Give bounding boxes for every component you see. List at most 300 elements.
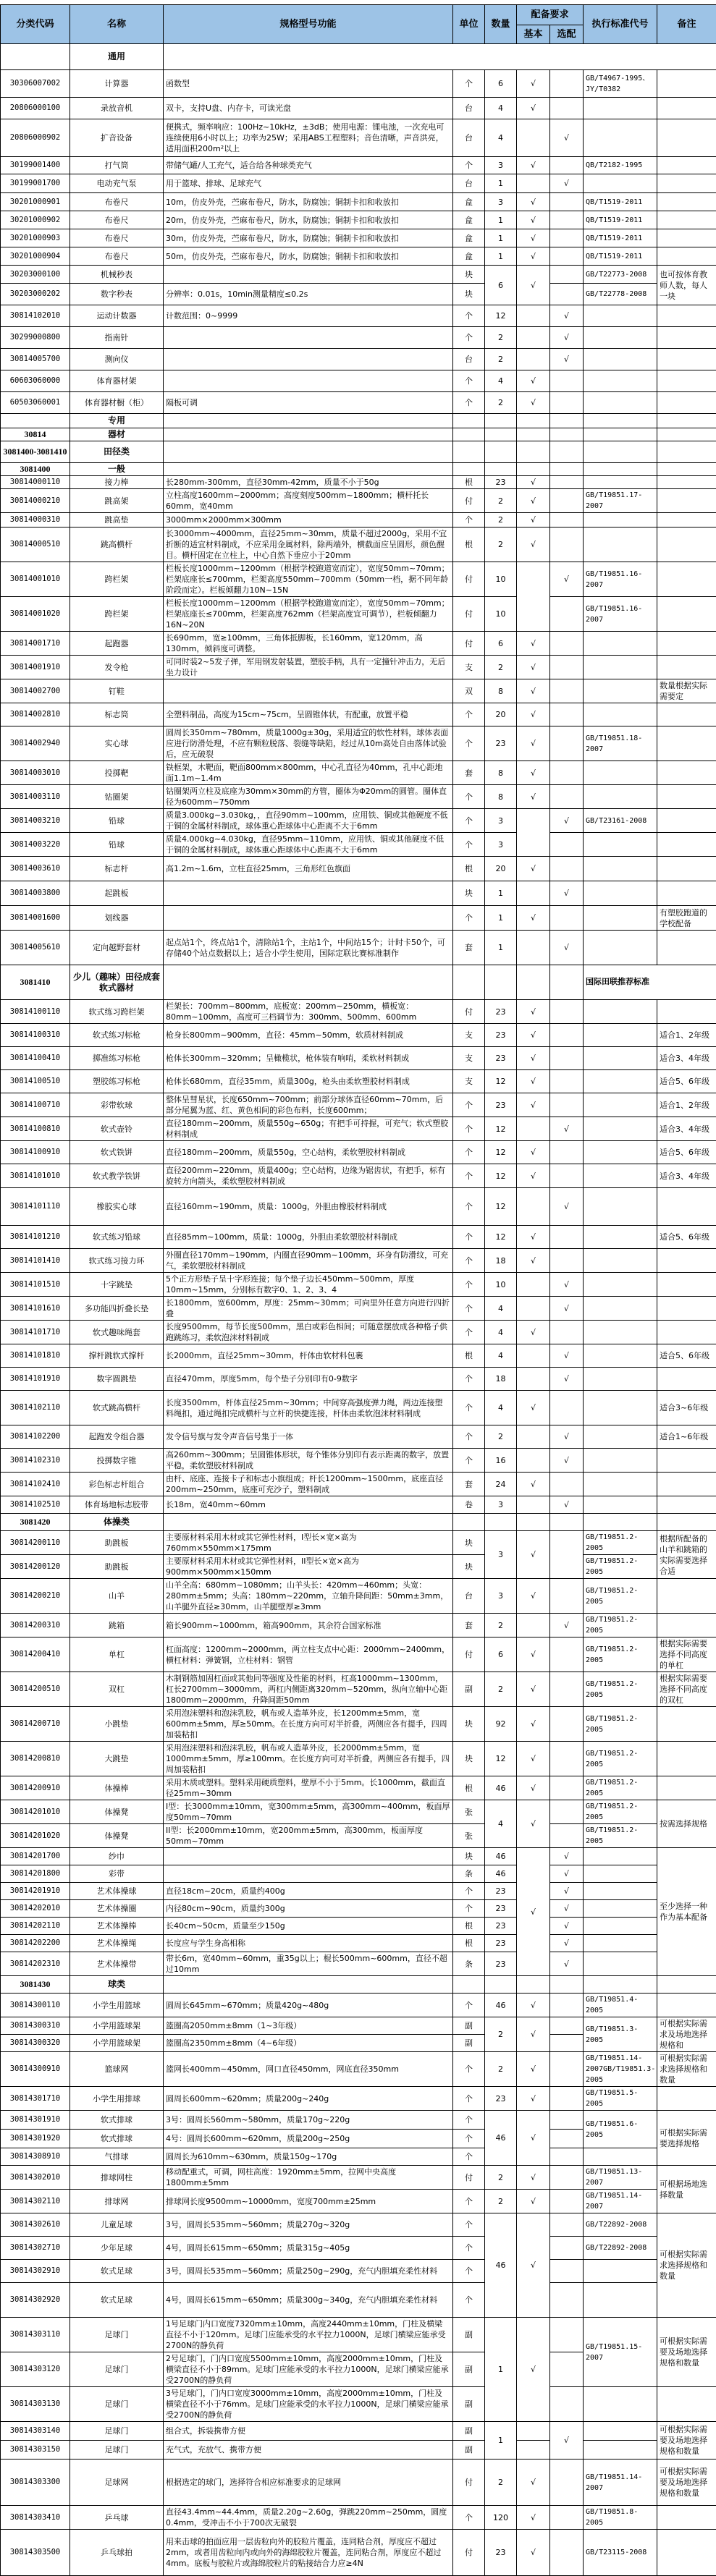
optional-check <box>550 1637 584 1672</box>
basic-check: √ <box>517 679 550 703</box>
item-quantity: 1 <box>485 2318 517 2422</box>
item-spec: 高260mm~300mm；呈圆锥体形状，每个锥体分别印有表示距离的数字，放置平稳，柔软塑胶材料制成 <box>164 1449 453 1473</box>
item-note <box>657 1188 716 1226</box>
item-unit: 个 <box>453 1449 485 1473</box>
item-standard: GB/T19851.8-2005 <box>584 2506 657 2530</box>
empty-cell <box>453 428 485 441</box>
item-unit: 个 <box>453 2506 485 2530</box>
empty-cell <box>453 1976 485 1994</box>
item-code: 30306007002 <box>1 70 70 98</box>
optional-check: √ <box>550 1117 584 1141</box>
item-note <box>657 931 716 965</box>
basic-check <box>517 1188 550 1226</box>
item-quantity: 2 <box>485 327 517 349</box>
optional-check <box>550 193 584 211</box>
item-standard <box>584 632 657 656</box>
optional-check <box>550 1024 584 1047</box>
item-name: 足球门 <box>70 2318 164 2352</box>
category-standard: 国际田联推荐标准 <box>584 965 716 1000</box>
item-note <box>657 2087 716 2111</box>
category-name: 通用 <box>70 44 164 70</box>
empty-cell <box>453 414 485 428</box>
basic-check: √ <box>517 513 550 528</box>
item-note <box>657 809 716 833</box>
item-quantity: 6 <box>485 1637 517 1672</box>
basic-check <box>517 1297 550 1321</box>
empty-cell <box>584 428 657 441</box>
item-name: 体育器材橱（柜） <box>70 392 164 414</box>
item-spec: 便携式，频率响应：100Hz~10kHz，±3dB；使用电源：锂电池，一次充电可连续使用6小时以上；功率为25W；采用ABS工程塑料；音色清晰，声音洪亮，适用面积200m²以上 <box>164 119 453 157</box>
item-spec: 3号，圆周长535mm~560mm；质量270g~320g <box>164 2213 453 2237</box>
item-spec: 栏板长度1000mm~1200mm（根据学校跑道宽而定），宽度50mm~70mm；栏架底座长≤700mm，栏架高度550mm~700mm（50mm一档，据不同年龄阶段而定）。栏板倾翻力10N~15N <box>164 562 453 597</box>
item-standard: GB/T19851.2-2005 <box>584 1579 657 1614</box>
item-spec: 2号足球门，门内口宽度5500mm±10mm，高度2000mm±10mm，门柱及横梁直径不小于89mm。足球门应能承受的水平拉力1000N，足球门横梁应能承受2700N的静负荷 <box>164 2352 453 2387</box>
item-standard <box>584 305 657 327</box>
basic-check <box>517 1449 550 1473</box>
table-row <box>1 833 716 857</box>
item-standard <box>584 2148 657 2166</box>
empty-cell <box>164 414 453 428</box>
item-standard <box>584 1935 657 1952</box>
item-spec: 长18m，宽40mm~60mm <box>164 1496 453 1514</box>
item-name: 起跑发令组合器 <box>70 1425 164 1449</box>
basic-check <box>517 1368 550 1391</box>
item-standard <box>584 1473 657 1496</box>
optional-check <box>550 1672 584 1707</box>
item-standard <box>584 1449 657 1473</box>
basic-check: √ <box>517 247 550 266</box>
item-unit: 个 <box>453 1226 485 1249</box>
item-standard <box>584 1496 657 1514</box>
basic-check: √ <box>517 70 550 98</box>
item-quantity: 4 <box>485 1297 517 1321</box>
item-code: 30814200120 <box>1 1555 70 1579</box>
item-spec: 篮圈高2350mm±8mm（4~6年级） <box>164 2035 453 2052</box>
table-row <box>1 247 716 266</box>
item-code: 30814300310 <box>1 2017 70 2035</box>
item-standard <box>584 1368 657 1391</box>
table-row <box>1 1579 716 1614</box>
item-note: 也可按体育教师人数，每人一块 <box>657 266 716 305</box>
item-spec: 用于篮球、排球、足球充气 <box>164 174 453 193</box>
item-code: 30814102510 <box>1 1496 70 1514</box>
item-quantity: 16 <box>485 1449 517 1473</box>
item-note: 有塑胶跑道的学校配备 <box>657 906 716 931</box>
item-unit: 个 <box>453 726 485 761</box>
item-note <box>657 1994 716 2017</box>
item-unit: 块 <box>453 1531 485 1555</box>
optional-check <box>550 2190 584 2213</box>
table-row <box>1 2213 716 2237</box>
item-name: 山羊 <box>70 1579 164 1614</box>
item-note <box>657 70 716 98</box>
item-unit: 副 <box>453 2352 485 2387</box>
table-row <box>1 703 716 726</box>
item-unit: 个 <box>453 1391 485 1425</box>
header-qty: 数量 <box>485 5 517 44</box>
item-name: 划线器 <box>70 906 164 931</box>
item-spec: 直径200mm~220mm，质量400g；空心结构，边缘为锯齿状，有把手，标有旋转方向箭头，柔软塑胶材料制成 <box>164 1164 453 1188</box>
basic-check: √ <box>517 1473 550 1496</box>
section-row <box>1 463 716 476</box>
item-name: 艺术体操圈 <box>70 1900 164 1918</box>
item-note: 适合3、4年级 <box>657 1117 716 1141</box>
header-unit: 单位 <box>453 5 485 44</box>
item-standard: QB/T1519-2011 <box>584 229 657 247</box>
item-unit: 张 <box>453 1824 485 1848</box>
empty-cell <box>453 965 485 1000</box>
item-standard <box>584 1070 657 1093</box>
optional-check <box>550 1473 584 1496</box>
basic-check: √ <box>517 2166 550 2190</box>
optional-check <box>550 528 584 562</box>
item-unit: 个 <box>453 1883 485 1900</box>
optional-check <box>550 2166 584 2190</box>
table-row <box>1 119 716 157</box>
basic-check: √ <box>517 2460 550 2506</box>
item-quantity: 1 <box>485 2422 517 2460</box>
item-note: 适合1、2年级 <box>657 1093 716 1117</box>
item-name: 掷准练习标枪 <box>70 1047 164 1070</box>
item-unit: 付 <box>453 597 485 632</box>
item-note <box>657 597 716 632</box>
item-code: 30814200510 <box>1 1672 70 1707</box>
item-note <box>657 632 716 656</box>
basic-check: √ <box>517 1391 550 1425</box>
item-unit: 条 <box>453 1952 485 1976</box>
equipment-table <box>0 4 716 2576</box>
item-name: 艺术体操球 <box>70 1883 164 1900</box>
item-spec: 内径80cm~90cm，质量约300g <box>164 1900 453 1918</box>
item-standard <box>584 327 657 349</box>
item-quantity: 46 <box>485 1776 517 1800</box>
item-note <box>657 703 716 726</box>
category-code <box>1 44 70 70</box>
basic-check: √ <box>517 2017 550 2052</box>
table-row <box>1 229 716 247</box>
item-standard: GB/T19851.2-2005 <box>584 1742 657 1776</box>
item-quantity: 8 <box>485 761 517 785</box>
optional-check: √ <box>550 119 584 157</box>
item-note: 可根据场地选择数量 <box>657 2166 716 2213</box>
optional-check <box>550 247 584 266</box>
category-code: 3081420 <box>1 1514 70 1531</box>
item-spec: 枪身长800mm~900mm，直径：45mm~50mm，软质材料制成 <box>164 1024 453 1047</box>
item-quantity: 12 <box>485 1226 517 1249</box>
item-standard <box>584 881 657 906</box>
item-code: 30814002810 <box>1 703 70 726</box>
item-name: 软式练习跨栏架 <box>70 1000 164 1024</box>
item-quantity: 92 <box>485 1707 517 1742</box>
item-note <box>657 229 716 247</box>
optional-check <box>550 70 584 98</box>
basic-check <box>517 2441 550 2460</box>
item-standard <box>584 2283 657 2318</box>
item-code: 30814001020 <box>1 597 70 632</box>
item-name: 足球门 <box>70 2387 164 2422</box>
item-code: 30814200910 <box>1 1776 70 1800</box>
section-row <box>1 441 716 463</box>
item-quantity: 10 <box>485 562 517 597</box>
optional-check: √ <box>550 1273 584 1297</box>
item-name: 跨栏架 <box>70 562 164 597</box>
item-quantity: 46 <box>485 2213 517 2318</box>
item-unit: 副 <box>453 1672 485 1707</box>
item-quantity: 23 <box>485 1952 517 1976</box>
item-spec: 函数型 <box>164 70 453 98</box>
item-code: 30814200310 <box>1 1614 70 1637</box>
table-row <box>1 98 716 119</box>
item-name: 艺术体操棒 <box>70 1918 164 1935</box>
item-spec: 3号：圆周长560mm~580mm，质量170g~220g <box>164 2111 453 2130</box>
category-code: 3081410 <box>1 965 70 1000</box>
item-quantity: 2 <box>485 528 517 562</box>
item-standard: GB/T22892-2008 <box>584 2237 657 2260</box>
optional-check <box>550 1994 584 2017</box>
optional-check: √ <box>550 349 584 370</box>
optional-check <box>550 489 584 513</box>
item-name: 体育场地标志胶带 <box>70 1496 164 1514</box>
item-quantity: 3 <box>485 193 517 211</box>
item-quantity: 10 <box>485 1273 517 1297</box>
basic-check <box>517 2422 550 2441</box>
basic-check: √ <box>517 1800 550 1848</box>
item-note: 适合5、6年级 <box>657 1141 716 1164</box>
item-name: 排球网柱 <box>70 2166 164 2190</box>
optional-check <box>550 2283 584 2318</box>
item-quantity: 23 <box>485 1883 517 1900</box>
item-quantity: 23 <box>485 476 517 489</box>
item-spec: 采用木质或塑料。塑料采用硬质塑料，壁厚不小于5mm。长1000mm，截面直径25mm~30mm <box>164 1776 453 1800</box>
item-name: 彩带 <box>70 1865 164 1883</box>
item-name: 足球门 <box>70 2441 164 2460</box>
item-standard <box>584 1344 657 1368</box>
item-code: 30814005610 <box>1 931 70 965</box>
basic-check: √ <box>517 229 550 247</box>
item-note: 适合3、4年级 <box>657 1047 716 1070</box>
item-name: 起跑器 <box>70 632 164 656</box>
basic-check: √ <box>517 370 550 392</box>
item-standard <box>584 1226 657 1249</box>
item-name: 体育器材架 <box>70 370 164 392</box>
basic-check <box>517 305 550 327</box>
category-name: 体操类 <box>70 1514 164 1531</box>
basic-check: √ <box>517 1141 550 1164</box>
table-row <box>1 489 716 513</box>
item-quantity: 3 <box>485 1496 517 1514</box>
item-unit: 台 <box>453 174 485 193</box>
item-code: 30814003220 <box>1 833 70 857</box>
item-standard: GB/T19851.2-2005 <box>584 1637 657 1672</box>
optional-check <box>550 1093 584 1117</box>
item-unit: 个 <box>453 1994 485 2017</box>
basic-check: √ <box>517 1093 550 1117</box>
item-unit: 支 <box>453 1024 485 1047</box>
basic-check <box>517 1425 550 1449</box>
item-standard: GB/T19851.2-2005 <box>584 1614 657 1637</box>
item-unit: 付 <box>453 1637 485 1672</box>
item-spec: 立柱高度1600mm~2000mm；高度刻度500mm~1800mm；横杆托长60mm，宽40mm <box>164 489 453 513</box>
item-spec: 起点站1个，终点站1个，清除站1个，主站1个，中间站15个；计时卡50个，可存储40个站点数据以上；适合小学生使用，国际定联比赛标准制作 <box>164 931 453 965</box>
empty-cell <box>517 1976 550 1994</box>
item-quantity: 2 <box>485 1425 517 1449</box>
item-note <box>657 305 716 327</box>
empty-cell <box>517 441 550 463</box>
item-note: 可根据实际需要选择规格 <box>657 2111 716 2166</box>
empty-cell <box>485 414 517 428</box>
basic-check: √ <box>517 98 550 119</box>
item-quantity: 23 <box>485 726 517 761</box>
table-header <box>1 5 716 44</box>
item-quantity: 2 <box>485 656 517 679</box>
optional-check <box>550 1776 584 1800</box>
item-code: 30814303150 <box>1 2441 70 2460</box>
optional-check <box>550 761 584 785</box>
optional-check <box>550 2352 584 2387</box>
item-unit: 个 <box>453 327 485 349</box>
optional-check <box>550 679 584 703</box>
header-standard: 执行标准代号 <box>584 5 657 44</box>
item-quantity: 1 <box>485 881 517 906</box>
item-unit: 付 <box>453 2166 485 2190</box>
basic-check: √ <box>517 1226 550 1249</box>
empty-cell <box>485 463 517 476</box>
item-name: 实心球 <box>70 726 164 761</box>
item-name: 体操凳 <box>70 1800 164 1824</box>
item-code: 30814200410 <box>1 1637 70 1672</box>
item-spec: 直径180mm~200mm，质量550g，空心结构，柔软塑胶材料制成 <box>164 1141 453 1164</box>
item-standard: GB/T19851.2-2005 <box>584 1672 657 1707</box>
table-row <box>1 1555 716 1579</box>
item-spec: 圆周长600mm~620mm；质量200g~240g <box>164 2087 453 2111</box>
empty-cell <box>517 414 550 428</box>
item-unit: 根 <box>453 1935 485 1952</box>
item-spec: 长3000mm~4000mm，直径25mm~30mm，质量不超过2000g，采用不宜折断的适宜材料制成，不应采用金属材料，除两端外，横截面应呈圆形，颜色醒目。横杆固定在立柱上，中心自然下垂应小于20mm <box>164 528 453 562</box>
optional-check <box>550 2087 584 2111</box>
table-row <box>1 305 716 327</box>
item-note <box>657 157 716 174</box>
item-standard: GB/T23161-2008 <box>584 809 657 833</box>
item-unit: 个 <box>453 2190 485 2213</box>
item-spec: 箱长900mm~1000mm，箱高900mm，其余符合国家标准 <box>164 1614 453 1637</box>
item-unit: 个 <box>453 1188 485 1226</box>
item-quantity: 4 <box>485 1800 517 1848</box>
item-unit: 套 <box>453 1473 485 1496</box>
optional-check <box>550 2387 584 2422</box>
item-code: 30814101110 <box>1 1188 70 1226</box>
basic-check: √ <box>517 1000 550 1024</box>
item-spec <box>164 349 453 370</box>
item-unit: 套 <box>453 931 485 965</box>
item-unit: 付 <box>453 1000 485 1024</box>
optional-check: √ <box>550 1344 584 1368</box>
optional-check <box>550 211 584 229</box>
item-standard <box>584 1273 657 1297</box>
table-row <box>1 1425 716 1449</box>
item-quantity: 1 <box>485 229 517 247</box>
item-code: 30814003110 <box>1 785 70 809</box>
table-row <box>1 1141 716 1164</box>
table-row <box>1 1093 716 1117</box>
optional-check <box>550 1391 584 1425</box>
table-row <box>1 1070 716 1093</box>
item-unit: 个 <box>453 1425 485 1449</box>
item-note: 可根据实际需要及场地选择规格和数量 <box>657 2318 716 2387</box>
optional-check: √ <box>550 881 584 906</box>
item-unit: 副 <box>453 2318 485 2352</box>
item-spec: 30m，仿皮外壳，苎麻布卷尺，防水，防腐蚀；铜制卡扣和收放扣 <box>164 229 453 247</box>
item-code: 30814000310 <box>1 513 70 528</box>
optional-check <box>550 1321 584 1344</box>
basic-check <box>517 1614 550 1637</box>
basic-check <box>517 349 550 370</box>
empty-cell <box>584 414 657 428</box>
item-note <box>657 1707 716 1742</box>
optional-check <box>550 1141 584 1164</box>
item-note: 适合5、6年级 <box>657 1226 716 1249</box>
table-row <box>1 327 716 349</box>
empty-cell <box>485 1976 517 1994</box>
table-row <box>1 157 716 174</box>
table-row <box>1 1531 716 1555</box>
item-note <box>657 1473 716 1496</box>
item-code: 30199001700 <box>1 174 70 193</box>
optional-check <box>550 2213 584 2237</box>
item-note <box>657 174 716 193</box>
optional-check <box>550 1047 584 1070</box>
table-row <box>1 1226 716 1249</box>
item-standard <box>584 1425 657 1449</box>
item-note <box>657 726 716 761</box>
category-code <box>1 414 70 428</box>
table-row <box>1 1249 716 1273</box>
table-row <box>1 1952 716 1976</box>
item-note <box>657 1496 716 1514</box>
table-row <box>1 931 716 965</box>
item-name: 发令枪 <box>70 656 164 679</box>
basic-check: √ <box>517 1848 550 1976</box>
item-quantity: 18 <box>485 1249 517 1273</box>
item-standard <box>584 1321 657 1344</box>
empty-cell <box>584 463 657 476</box>
item-code: 30814302920 <box>1 2283 70 2318</box>
item-quantity: 46 <box>485 2111 517 2166</box>
table-row <box>1 632 716 656</box>
item-name: 排球网 <box>70 2190 164 2213</box>
item-name: 少年足球 <box>70 2237 164 2260</box>
item-name: 指南针 <box>70 327 164 349</box>
item-unit: 根 <box>453 1918 485 1935</box>
item-spec: 栏架长：700mm~800mm，底板宽：200mm~250mm，横板宽：80mm~100mm，高度可三档调节为：300mm、500mm、600mm <box>164 1000 453 1024</box>
item-name: 纱巾 <box>70 1848 164 1865</box>
item-note <box>657 656 716 679</box>
item-name: 艺术体操绳 <box>70 1935 164 1952</box>
item-name: 录放音机 <box>70 98 164 119</box>
table-row <box>1 1848 716 1865</box>
empty-cell <box>517 965 550 1000</box>
table-row <box>1 726 716 761</box>
item-name: 体操棒 <box>70 1776 164 1800</box>
item-unit: 个 <box>453 1141 485 1164</box>
optional-check: √ <box>550 1935 584 1952</box>
item-unit: 个 <box>453 809 485 833</box>
item-spec <box>164 1865 453 1883</box>
item-spec: 用来击球的拍面应用一层齿粒向外的胶粒片覆盖，连同粘合剂，厚度应不超过2mm，或者用齿粒向内或向外的海绵胶粒片覆盖，连同粘合剂，厚度应不超过4mm。底板与胶粒片或海绵胶粒片的粘接结合力应≥4N <box>164 2530 453 2576</box>
item-code: 30814202110 <box>1 1918 70 1935</box>
item-quantity: 4 <box>485 119 517 157</box>
item-quantity: 23 <box>485 1024 517 1047</box>
item-code: 30814302610 <box>1 2213 70 2237</box>
